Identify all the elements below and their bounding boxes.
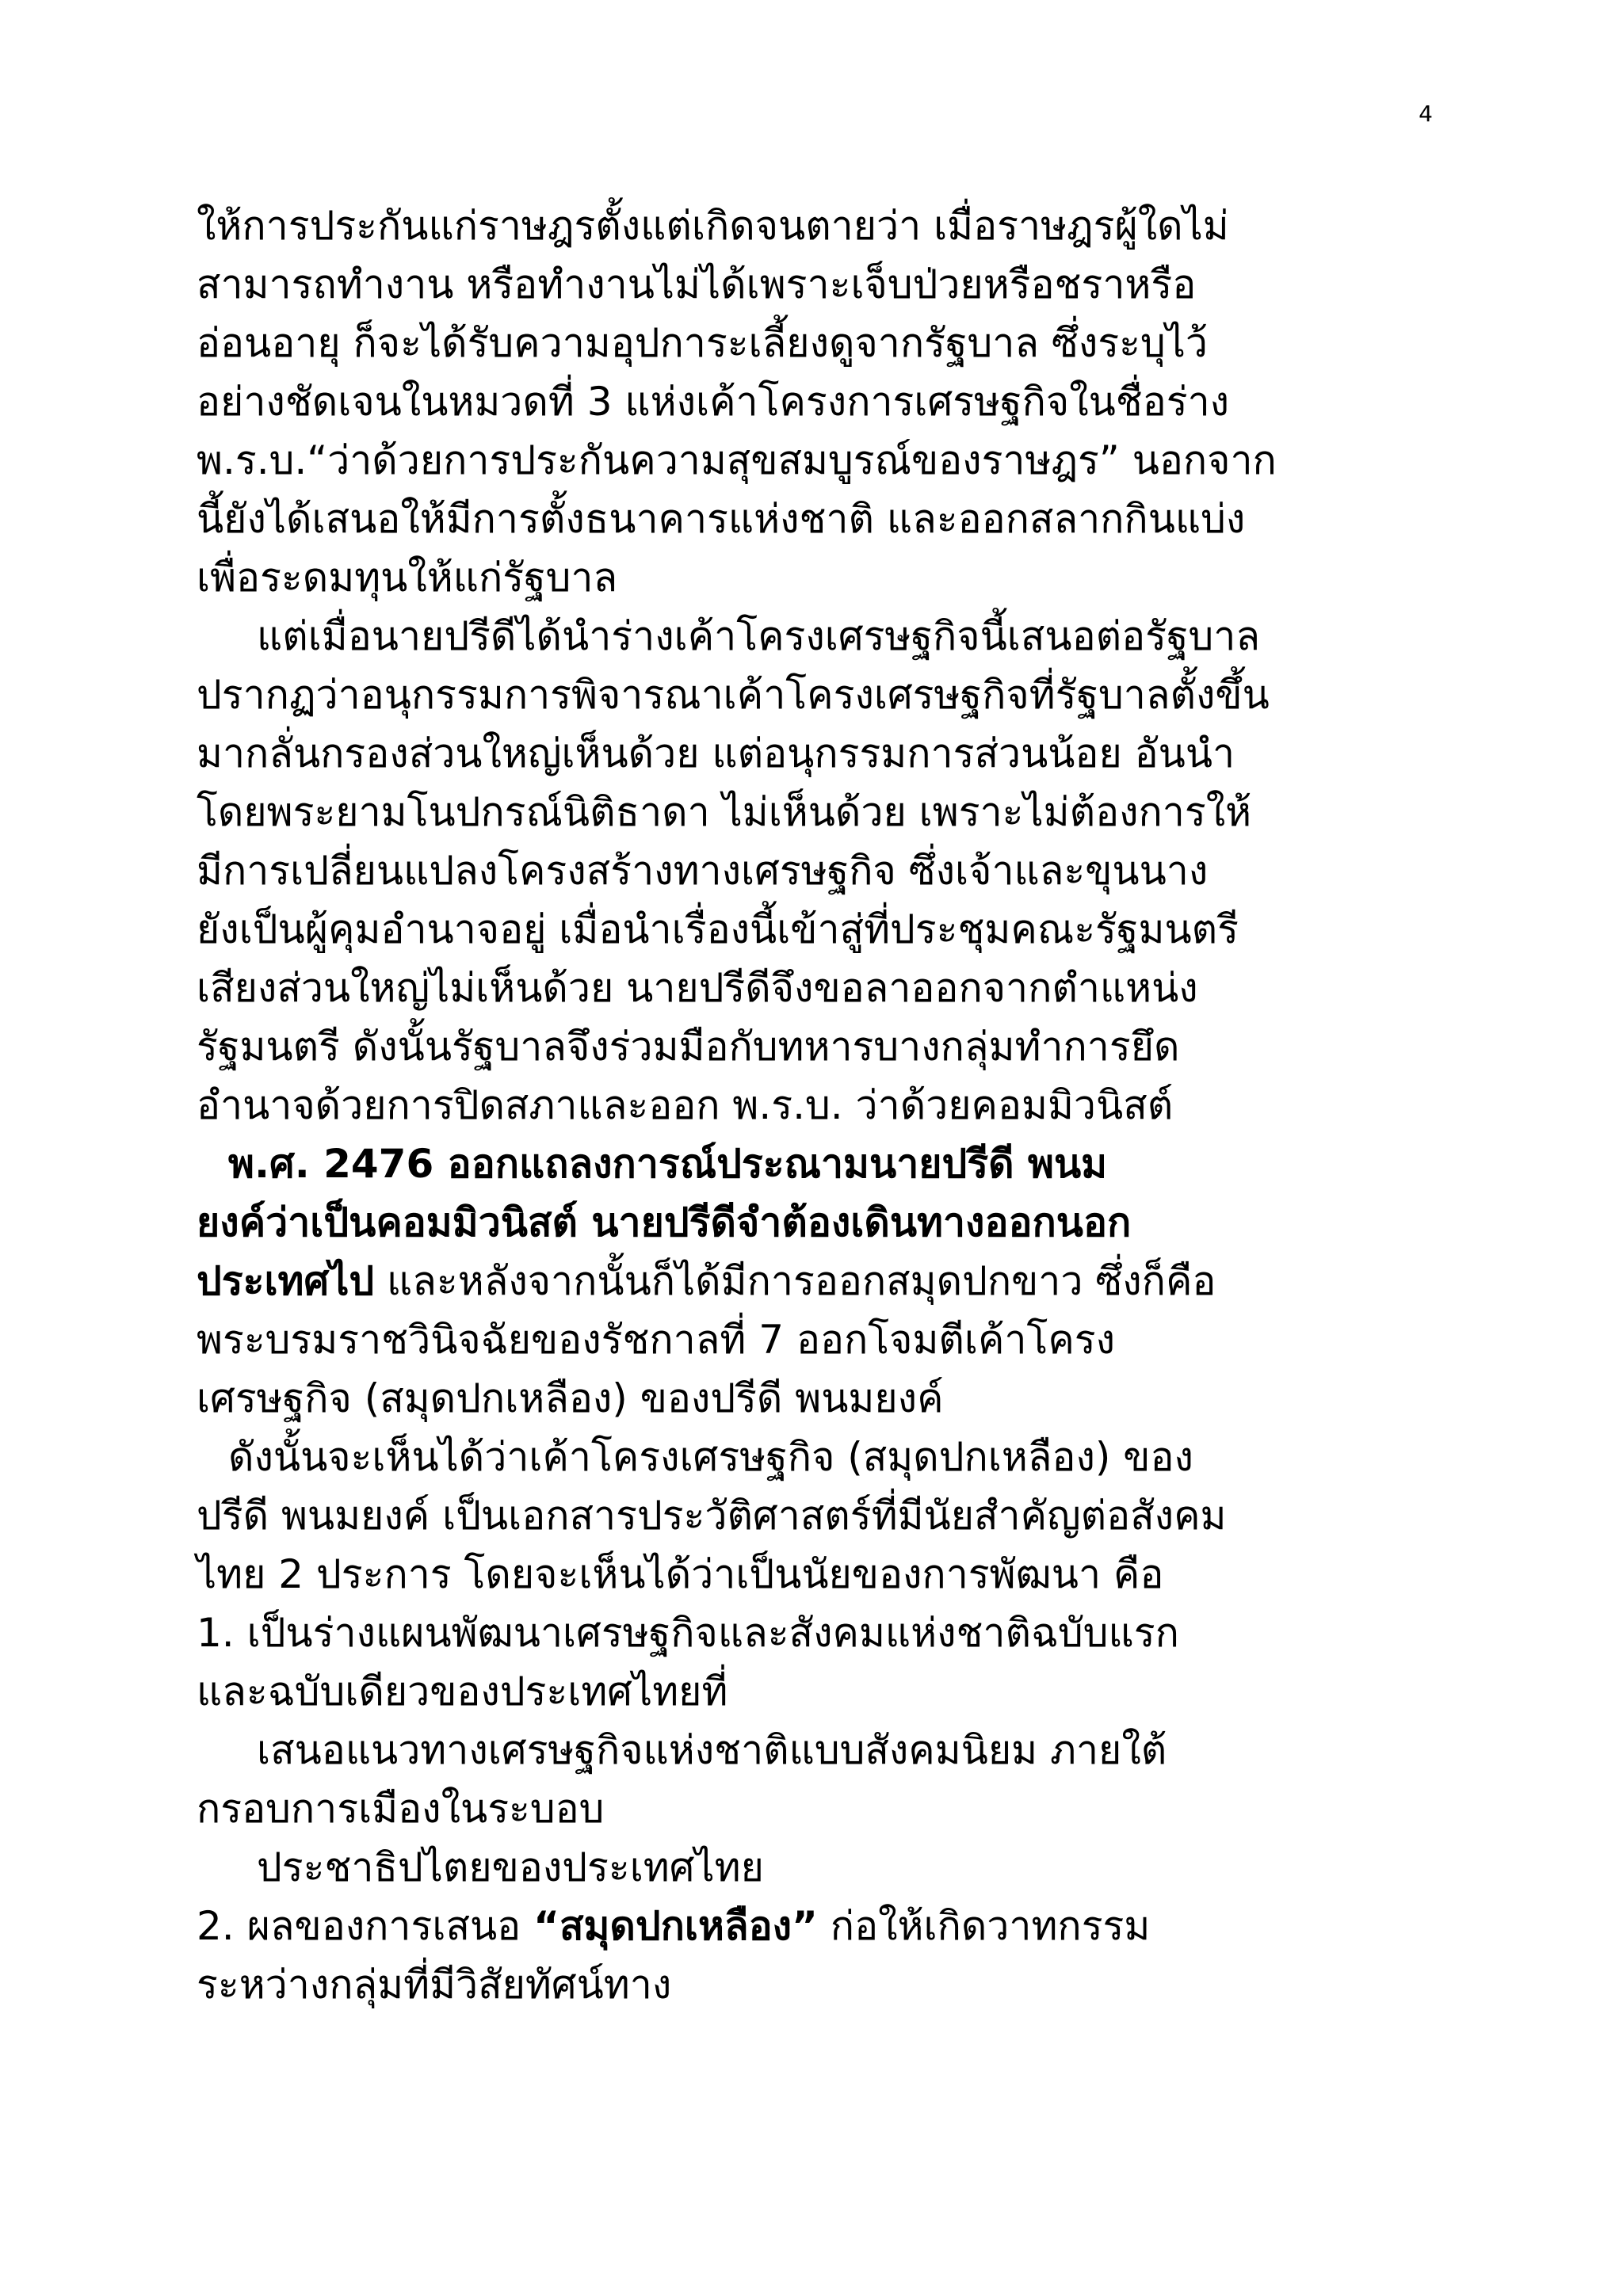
text-line: ปรากฏว่าอนุกรรมการพิจารณาเค้าโครงเศรษฐกิจที่รัฐบาลตั้งขึ้น (197, 672, 1270, 718)
text-run: 2. ผลของการเสนอ (197, 1903, 534, 1949)
text-line: เพื่อระดมทุนให้แก่รัฐบาล (197, 555, 618, 601)
text-line: อย่างชัดเจนในหมวดที่ 3 แห่งเค้าโครงการเศรษฐกิจในชื่อร่าง (197, 379, 1230, 425)
text-line: 1. เป็นร่างแผนพัฒนาเศรษฐกิจและสังคมแห่งชาติฉบับแรก (197, 1610, 1179, 1656)
text-line: ระหว่างกลุ่มที่มีวิสัยทัศน์ทาง (197, 1962, 672, 2008)
text-line: เสียงส่วนใหญ่ไม่เห็นด้วย นายปรีดีจึงขอลาออกจากตำแหน่ง (197, 965, 1198, 1011)
text-line-bold: พ.ศ. 2476 ออกแถลงการณ์ประณามนายปรีดี พนม (228, 1141, 1108, 1187)
text-line: ปรีดี พนมยงค์ เป็นเอกสารประวัติศาสตร์ที่มีนัยสำคัญต่อสังคม (197, 1493, 1227, 1539)
text-line: อ่อนอายุ ก็จะได้รับความอุปการะเลี้ยงดูจากรัฐบาล ซึ่งระบุไว้ (197, 320, 1208, 366)
text-run: ก่อให้เกิดวาทกรรม (817, 1903, 1151, 1949)
text-line: เศรษฐกิจ (สมุดปกเหลือง) ของปรีดี พนมยงค์ (197, 1375, 944, 1421)
text-line-bold: ยงค์ว่าเป็นคอมมิวนิสต์ นายปรีดีจำต้องเดินทางออกนอก (197, 1199, 1132, 1245)
text-line: เสนอแนวทางเศรษฐกิจแห่งชาติแบบสังคมนิยม ภายใต้ (257, 1727, 1167, 1773)
text-line: มากลั่นกรองส่วนใหญ่เห็นด้วย แต่อนุกรรมการส่วนน้อย อันนำ (197, 730, 1235, 776)
text-line: สามารถทำงาน หรือทำงานไม่ได้เพราะเจ็บป่วยหรือชราหรือ (197, 261, 1197, 307)
text-line: ให้การประกันแก่ราษฎรตั้งแต่เกิดจนตายว่า เมื่อราษฎรผู้ใดไม่ (197, 203, 1229, 249)
text-line: พ.ร.บ.“ว่าด้วยการประกันความสุขสมบูรณ์ของราษฎร” นอกจาก (197, 437, 1277, 483)
text-line: มีการเปลี่ยนแปลงโครงสร้างทางเศรษฐกิจ ซึ่งเจ้าและขุนนาง (197, 848, 1209, 894)
text-line: และฉบับเดียวของประเทศไทยที่ (197, 1669, 728, 1714)
text-line: โดยพระยามโนปกรณ์นิติธาดา ไม่เห็นด้วย เพราะไม่ต้องการให้ (197, 789, 1252, 835)
text-line: กรอบการเมืองในระบอบ (197, 1786, 605, 1832)
text-line: ดังนั้นจะเห็นได้ว่าเค้าโครงเศรษฐกิจ (สมุดปกเหลือง) ของ (228, 1434, 1193, 1480)
text-line: แต่เมื่อนายปรีดีได้นำร่างเค้าโครงเศรษฐกิจนี้เสนอต่อรัฐบาล (257, 613, 1260, 659)
document-body (197, 196, 1449, 2014)
text-run: และหลังจากนั้นก็ได้มีการออกสมุดปกขาว ซึ่งก็คือ (374, 1258, 1216, 1304)
bold-phrase: ประเทศไป (197, 1258, 375, 1304)
text-line: นี้ยังได้เสนอให้มีการตั้งธนาคารแห่งชาติ และออกสลากกินแบ่ง (197, 496, 1246, 542)
text-line-mixed (197, 1897, 1449, 1955)
text-line: พระบรมราชวินิจฉัยของรัชกาลที่ 7 ออกโจมตีเค้าโครง (197, 1317, 1116, 1363)
text-line: รัฐมนตรี ดังนั้นรัฐบาลจึงร่วมมือกับทหารบางกลุ่มทำการยึด (197, 1024, 1180, 1070)
text-line: ประชาธิปไตยของประเทศไทย (257, 1844, 764, 1890)
text-line: ไทย 2 ประการ โดยจะเห็นได้ว่าเป็นนัยของการพัฒนา คือ (197, 1551, 1164, 1597)
text-line-mixed (197, 1252, 1449, 1310)
text-line: ยังเป็นผู้คุมอำนาจอยู่ เมื่อนำเรื่องนี้เข้าสู่ที่ประชุมคณะรัฐมนตรี (197, 906, 1239, 952)
text-line: อำนาจด้วยการปิดสภาและออก พ.ร.บ. ว่าด้วยคอมมิวนิสต์ (197, 1082, 1174, 1128)
page-number: 4 (1419, 101, 1433, 127)
bold-phrase: “สมุดปกเหลือง” (533, 1903, 818, 1949)
